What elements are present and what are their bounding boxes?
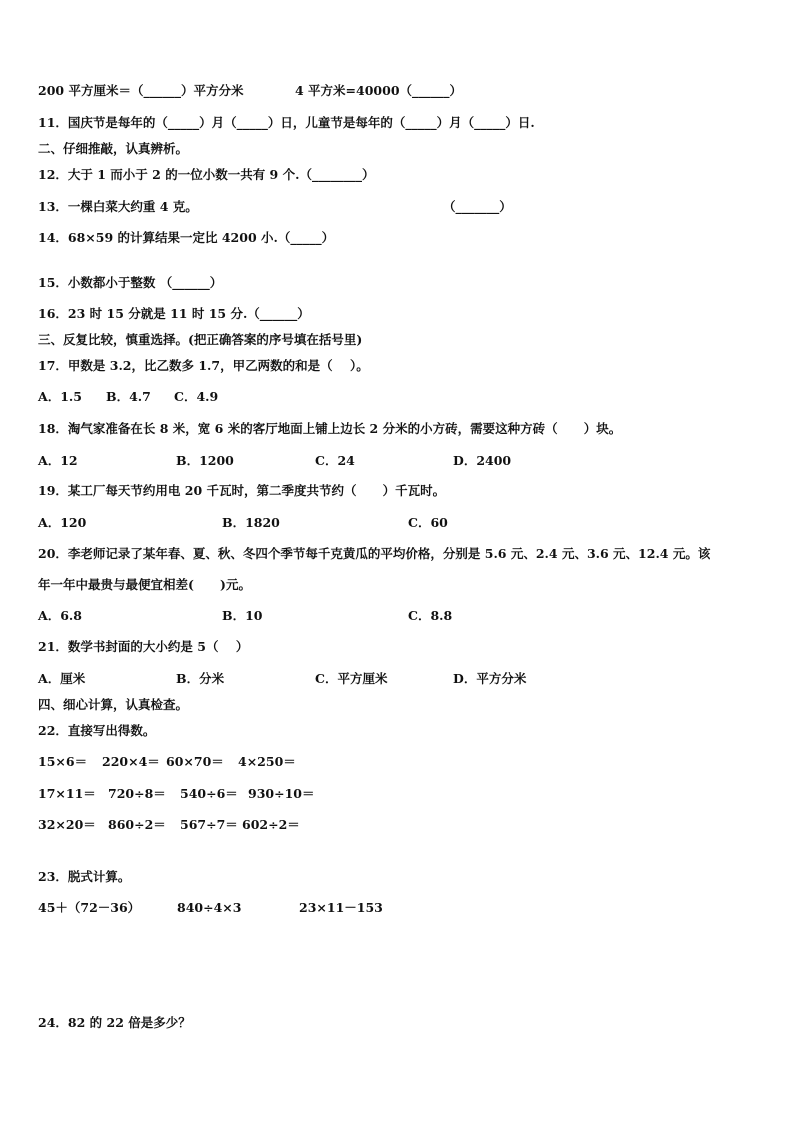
calc-item: 540÷6＝ bbox=[180, 786, 238, 801]
question-14: 14．68×59 的计算结果一定比 4200 小.（_____） bbox=[38, 230, 335, 245]
option-c: C．平方厘米 bbox=[315, 671, 388, 686]
question-13: 13．一棵白菜大约重 4 克。 bbox=[38, 199, 198, 214]
option-a: A．12 bbox=[38, 453, 78, 468]
section-2-heading: 二、仔细推敲，认真辨析。 bbox=[38, 141, 189, 156]
question-22: 22．直接写出得数。 bbox=[38, 723, 156, 738]
option-b: B．4.7 bbox=[106, 389, 151, 404]
question-18: 18．淘气家准备在长 8 米，宽 6 米的客厅地面上铺上边长 2 分米的小方砖，需要这种方砖（ ）块。 bbox=[38, 421, 622, 436]
option-c: C．4.9 bbox=[174, 389, 219, 404]
option-a: A．1.5 bbox=[38, 389, 82, 404]
question-11: 11．国庆节是每年的（_____）月（_____）日，儿童节是每年的（_____）月（_____）日. bbox=[38, 115, 535, 130]
calc-item: 32×20＝ bbox=[38, 817, 96, 832]
calc-row-1 bbox=[38, 754, 296, 770]
calc-item: 567÷7＝ bbox=[180, 817, 238, 832]
question-21: 21．数学书封面的大小约是 5（ ） bbox=[38, 639, 249, 654]
option-a: A．厘米 bbox=[38, 671, 86, 686]
question-20-options bbox=[38, 608, 452, 624]
option-a: A．120 bbox=[38, 515, 87, 530]
option-b: B．1200 bbox=[176, 453, 234, 468]
option-d: D．平方分米 bbox=[453, 671, 527, 686]
option-c: C．8.8 bbox=[408, 608, 453, 623]
question-12: 12．大于 1 而小于 2 的一位小数一共有 9 个.（________） bbox=[38, 167, 375, 182]
calc-item: 720÷8＝ bbox=[108, 786, 166, 801]
calc-item: 220×4＝ bbox=[102, 754, 160, 769]
question-24: 24．82 的 22 倍是多少？ bbox=[38, 1015, 191, 1030]
question-20-line-1: 20．李老师记录了某年春、夏、秋、冬四个季节每千克黄瓜的平均价格，分别是 5.6 元、2.4 元、3.6 元、12.4 元。该 bbox=[38, 546, 711, 561]
question-16: 16．23 时 15 分就是 11 时 15 分.（______） bbox=[38, 306, 310, 321]
question-17: 17．甲数是 3.2，比乙数多 1.7，甲乙两数的和是（ ）。 bbox=[38, 358, 369, 373]
option-c: C．24 bbox=[315, 453, 355, 468]
expression-item: 840÷4×3 bbox=[177, 900, 242, 915]
question-20-line-2: 年一年中最贵与最便宜相差( )元。 bbox=[38, 577, 251, 592]
calc-row-3 bbox=[38, 817, 300, 833]
calc-item: 930÷10＝ bbox=[248, 786, 315, 801]
option-c: C．60 bbox=[408, 515, 448, 530]
question-19: 19．某工厂每天节约用电 20 千瓦时，第二季度共节约（ ）千瓦时。 bbox=[38, 483, 446, 498]
option-d: D．2400 bbox=[453, 453, 512, 468]
question-19-options bbox=[38, 515, 448, 531]
question-13-blank: （_______） bbox=[443, 199, 512, 214]
q10-line-a: 200 平方厘米＝（______）平方分米 bbox=[38, 83, 244, 98]
expression-item: 23×11－153 bbox=[299, 900, 383, 915]
section-4-heading: 四、细心计算，认真检查。 bbox=[38, 697, 189, 712]
question-17-options bbox=[38, 389, 218, 405]
option-a: A．6.8 bbox=[38, 608, 82, 623]
calc-item: 860÷2＝ bbox=[108, 817, 166, 832]
option-b: B．1820 bbox=[222, 515, 280, 530]
question-23: 23．脱式计算。 bbox=[38, 869, 131, 884]
question-21-options bbox=[38, 671, 526, 687]
calc-item: 4×250＝ bbox=[238, 754, 296, 769]
option-b: B．10 bbox=[222, 608, 263, 623]
calc-item: 602÷2＝ bbox=[242, 817, 300, 832]
calc-row-2 bbox=[38, 786, 314, 802]
calc-item: 15×6＝ bbox=[38, 754, 88, 769]
section-3-heading: 三、反复比较，慎重选择。(把正确答案的序号填在括号里) bbox=[38, 332, 363, 347]
option-b: B．分米 bbox=[176, 671, 225, 686]
question-23-items bbox=[38, 900, 383, 916]
question-18-options bbox=[38, 453, 511, 469]
expression-item: 45＋（72－36） bbox=[38, 900, 141, 915]
calc-item: 17×11＝ bbox=[38, 786, 96, 801]
question-15: 15．小数都小于整数 （______） bbox=[38, 275, 223, 290]
q10-line-b: 4 平方米=40000（______） bbox=[295, 83, 463, 98]
calc-item: 60×70＝ bbox=[166, 754, 224, 769]
